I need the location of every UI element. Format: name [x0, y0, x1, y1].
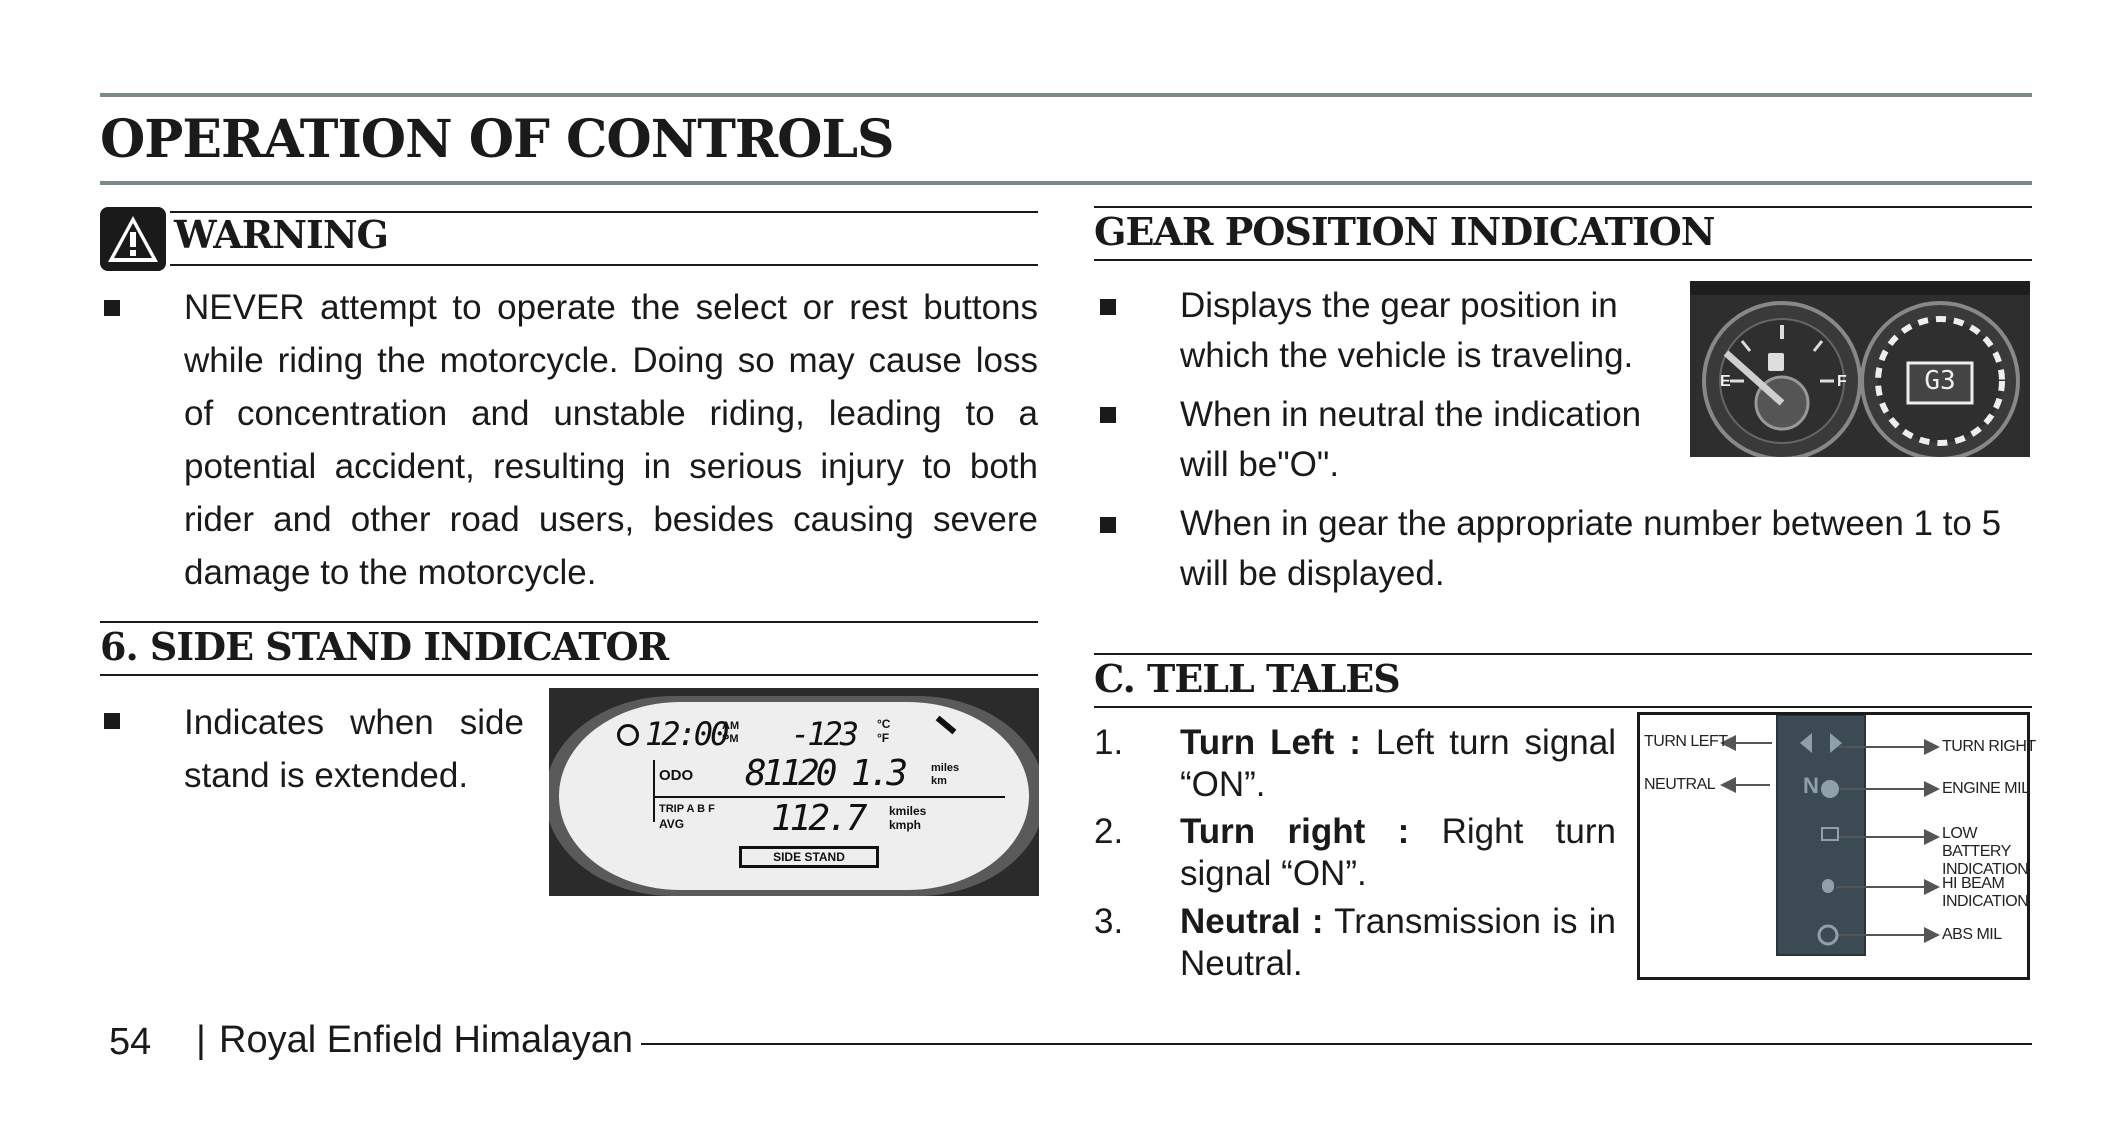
title-underline	[100, 181, 2032, 185]
gear-heading: GEAR POSITION INDICATION	[1094, 209, 1715, 254]
side-stand-display-image	[549, 688, 1039, 896]
lcd-deg-f: °F	[877, 731, 890, 745]
tt-label-hi-beam: HI BEAM INDICATION	[1942, 875, 2029, 910]
lcd-odo-unit-miles: miles	[931, 762, 960, 774]
tt-label-turn-left: TURN LEFT	[1644, 733, 1728, 750]
gear-bullet-2-marker	[1100, 407, 1116, 423]
tell-tales-heading: C. TELL TALES	[1094, 656, 1400, 701]
tell-tale-item-3-desc: Transmission is in Neutral.	[1180, 902, 1617, 983]
lcd-avg-label: AVG	[659, 817, 685, 831]
gear-bullet-3-text: When in gear the appropriate number between 1 to 5 will be displayed.	[1180, 504, 2002, 593]
wrench-icon	[936, 716, 957, 735]
tell-tale-item-2-number: 2.	[1094, 812, 1124, 851]
tt-label-abs-mil: ABS MIL	[1942, 926, 2002, 943]
tell-tale-item-3	[1180, 901, 1616, 985]
tell-tale-item-1	[1180, 722, 1616, 806]
gear-bottom-rule	[1094, 259, 2032, 261]
lcd-trip-value: 112.7	[771, 798, 865, 839]
page-number: 54	[109, 1021, 152, 1063]
lcd-trip-unit-kmph: kmph	[889, 818, 922, 832]
clock-icon	[617, 724, 639, 746]
footer-separator: |	[196, 1019, 206, 1061]
fuel-full-label: F	[1837, 373, 1847, 390]
tt-label-neutral: NEUTRAL	[1644, 776, 1716, 793]
tell-tale-item-2-term: Turn right :	[1180, 812, 1410, 851]
tell-tales-diagram	[1637, 712, 2036, 980]
tell-tale-item-1-term: Turn Left :	[1180, 723, 1361, 762]
tell-tale-item-3-number: 3.	[1094, 902, 1124, 941]
gear-bullet-1-marker	[1100, 299, 1116, 315]
lcd-odo-label: ODO	[659, 767, 694, 784]
tell-tale-item-3-term: Neutral :	[1180, 902, 1324, 941]
lcd-odo-value: 81120 1.3	[745, 753, 905, 794]
lcd-trip-unit-kmiles: kmiles	[889, 804, 927, 818]
side-stand-bottom-rule	[100, 674, 1038, 676]
lcd-time: 12:00	[645, 715, 727, 753]
neutral-symbol: N	[1803, 773, 1819, 798]
warning-bottom-rule	[170, 264, 1038, 266]
lcd-am: AM	[722, 720, 740, 732]
top-rule	[100, 93, 2032, 97]
gear-top-rule	[1094, 206, 2032, 208]
lcd-deg-c: °C	[877, 717, 891, 731]
lcd-side-stand-indicator: SIDE STAND	[739, 846, 879, 868]
lcd-divider-vertical	[653, 760, 655, 822]
footer-rule	[641, 1043, 2032, 1045]
tt-label-engine-mil: ENGINE MIL	[1942, 780, 2030, 797]
lcd-pm: PM	[722, 733, 739, 745]
lcd-trip-label: TRIP A B F	[659, 803, 715, 815]
tt-label-low-battery: LOW BATTERY INDICATION	[1942, 825, 2029, 878]
page-title: OPERATION OF CONTROLS	[100, 109, 894, 170]
gear-digit-display: G3	[1924, 366, 1956, 396]
tell-tale-item-2-desc: Right turn signal “ON”.	[1180, 812, 1616, 893]
warning-heading: WARNING	[174, 212, 389, 257]
warning-bullet-marker	[104, 300, 120, 316]
tell-tales-top-rule	[1094, 653, 2032, 655]
gear-bullet-1-text: Displays the gear position in which the vehicle is traveling.	[1180, 286, 1634, 375]
warning-text: NEVER attempt to operate the select or rest buttons while riding the motorcycle. Doing so may cause loss of concentration and unstable riding, leading to a potential accident, resulting in serious injury to both rider and other road users, besides causing severe damage to the motorcycle.	[184, 288, 1038, 592]
warning-icon	[100, 207, 166, 271]
tell-tale-item-2	[1180, 811, 1616, 895]
side-stand-top-rule	[100, 621, 1038, 623]
gear-gauge-image	[1690, 281, 2030, 457]
tell-tales-bottom-rule	[1094, 706, 2032, 708]
gear-bullet-3-marker	[1100, 517, 1116, 533]
lcd-temperature: -123	[791, 715, 857, 753]
lcd-odo-unit-km: km	[931, 775, 947, 787]
lcd-screen	[559, 702, 1029, 890]
side-stand-bullet-marker	[104, 713, 120, 729]
side-stand-text: Indicates when side stand is extended.	[184, 703, 524, 795]
tell-tale-item-1-desc: Left turn signal “ON”.	[1180, 723, 1616, 804]
footer-title: Royal Enfield Himalayan	[219, 1019, 633, 1061]
tell-tale-item-1-number: 1.	[1094, 723, 1124, 762]
gear-bullet-2-text: When in neutral the indication will be"O".	[1180, 395, 1642, 484]
fuel-empty-label: E	[1720, 373, 1731, 390]
tt-label-turn-right: TURN RIGHT	[1942, 738, 2036, 755]
side-stand-heading: 6. SIDE STAND INDICATOR	[100, 624, 669, 669]
